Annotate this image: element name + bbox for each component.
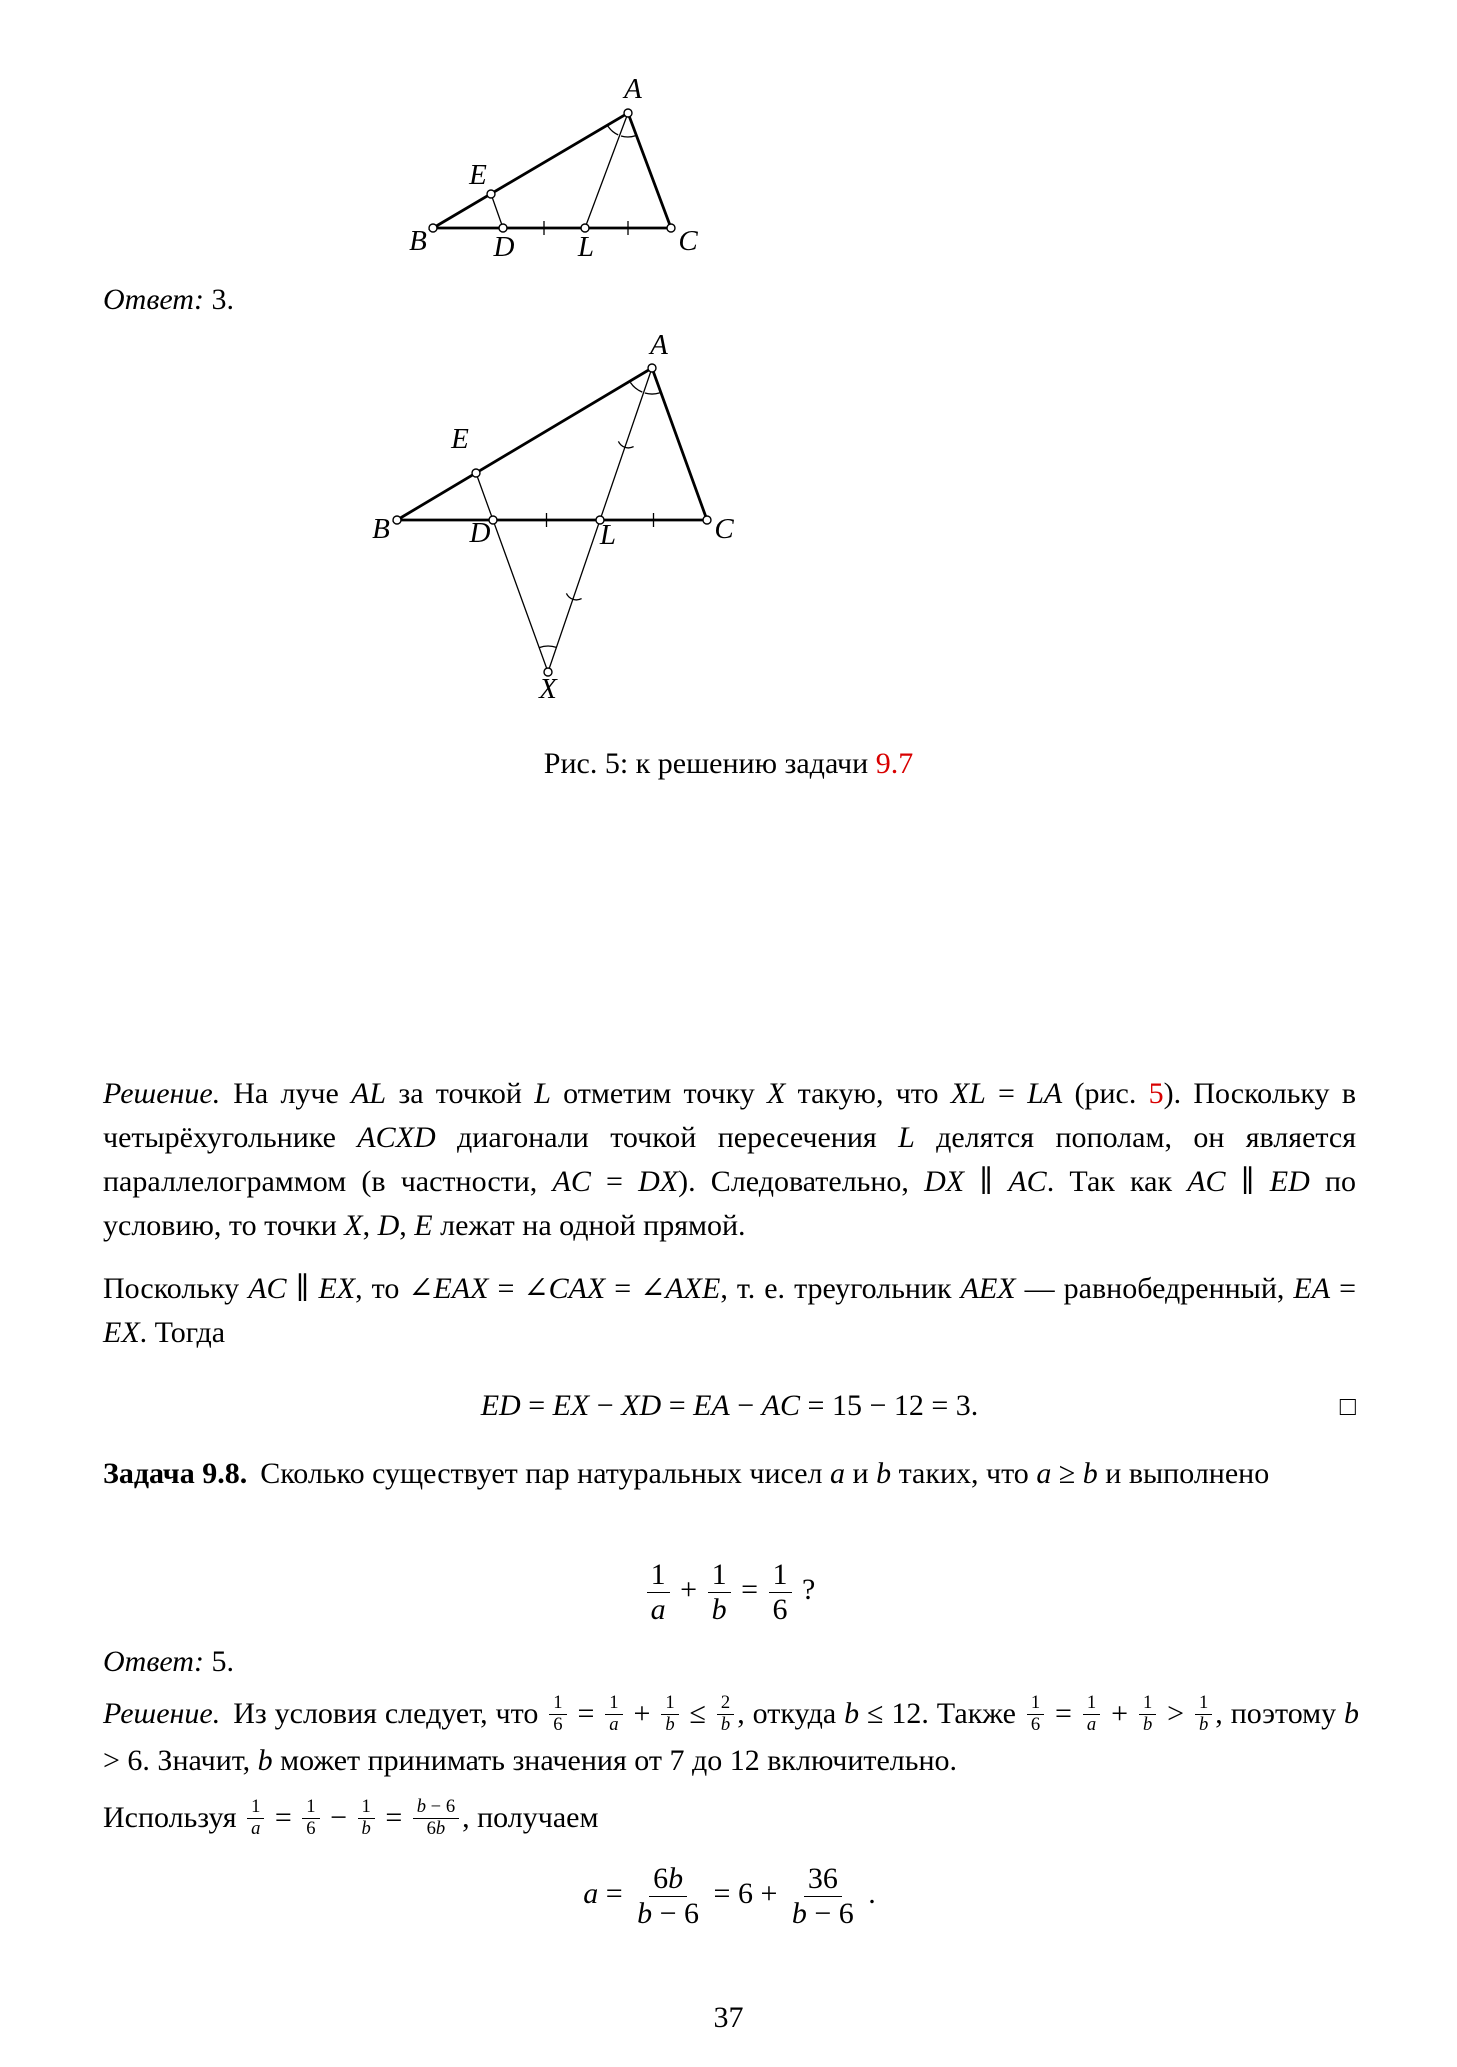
- answer-label: Ответ:: [103, 283, 204, 316]
- solution-9-8-paragraph-2: [103, 1794, 1359, 1841]
- point-markers: [429, 109, 675, 232]
- figure-triangle-with-X: [350, 330, 750, 720]
- equation-unit-fractions: [103, 1548, 1356, 1632]
- answer-value: 3.: [211, 283, 234, 316]
- label-B: B: [409, 225, 427, 257]
- equation-ed: [103, 1384, 1356, 1428]
- solution-9-7-text-1: На луче AL за точкой L отметим точку X такую, что XL = LA (рис. 5). Поскольку в четырёхугольнике ACXD диагонали точкой пересечения L делятся пополам, он является параллелограммом (в частности, AC = DX). Следовательно, DX ∥ AC. Так как AC ∥ ED по условию, то точки X, D, E лежат на одной прямой.: [103, 1077, 1357, 1242]
- label-A: A: [650, 329, 668, 361]
- point-labels: [372, 329, 734, 705]
- page-number: [0, 1996, 1457, 2040]
- answer-value: 5.: [211, 1645, 234, 1678]
- solution-label: Решение.: [103, 1077, 221, 1110]
- problem-label: Задача 9.8.: [103, 1457, 248, 1490]
- label-X: X: [539, 673, 557, 705]
- reference-link[interactable]: 9.7: [875, 747, 914, 780]
- label-E: E: [451, 423, 469, 455]
- solution-9-7-paragraph-1: [103, 1072, 1356, 1248]
- solution-9-8-text-2: Используя $\frac{1}{a}$ = $\frac{1}{6}$ − $\frac{1}{b}$ = $\frac{b - 6}{6b}$ , получаем: [103, 1795, 599, 1839]
- solution-9-8-text-1: Из условия следует, что $\frac{1}{6}$ = $\frac{1}{a}$ + $\frac{1}{b}$ ≤ $\frac{2}{b}$ , откуда b ≤ 12. Также $\frac{1}{6}$ = $\frac{1}{a}$ + $\frac{1}{b}$ > $\frac{1}{b}$ , поэтому b > 6. Значит, b может принимать значения от 7 до 12 включительно.: [103, 1691, 1360, 1778]
- answer-9-7: [103, 283, 234, 317]
- label-B: B: [372, 513, 390, 545]
- label-L: L: [577, 231, 595, 263]
- reference-link[interactable]: 5: [1148, 1077, 1164, 1110]
- equation-unit-fractions-text: $\frac{1}{a}$ + $\frac{1}{b}$ = $\frac{1}{6}$ ?: [644, 1573, 816, 1606]
- equation-a-value: [103, 1852, 1356, 1936]
- solution-9-7-text-2: Поскольку AC ∥ EX, то ∠EAX = ∠CAX = ∠AXE, т. е. треугольник AEX — равнобедренный, EA = EX. Тогда: [103, 1272, 1356, 1349]
- label-D: D: [469, 517, 491, 549]
- label-C: C: [714, 513, 734, 545]
- answer-9-8: [103, 1645, 234, 1679]
- equation-a-value-text: a = $\frac{6b}{b - 6}$ = 6 + $\frac{36}{b - 6}$ .: [583, 1862, 876, 1930]
- problem-9-8: [103, 1452, 1356, 1496]
- caption-text: Рис. 5: к решению задачи 9.7: [543, 747, 914, 780]
- label-C: C: [678, 225, 698, 257]
- label-D: D: [493, 231, 515, 263]
- point-labels: [409, 73, 698, 263]
- page-number-text: 37: [713, 2001, 744, 2034]
- qed-box: □: [1339, 1391, 1356, 1421]
- problem-9-8-text: Сколько существует пар натуральных чисел a и b таких, что a ≥ b и выполнено: [260, 1457, 1270, 1490]
- answer-label: Ответ:: [103, 1645, 204, 1678]
- label-L: L: [599, 519, 617, 551]
- figure-triangle-small: [380, 60, 720, 270]
- figure-caption: [0, 742, 1457, 786]
- equation-ed-text: ED = EX − XD = EA − AC = 15 − 12 = 3.: [480, 1389, 979, 1422]
- angle-arc-at-X: [539, 646, 556, 648]
- triangle-edges: [397, 368, 707, 520]
- label-E: E: [469, 159, 487, 191]
- solution-9-7-paragraph-2: [103, 1267, 1356, 1355]
- solution-9-8-paragraph-1: [103, 1690, 1359, 1784]
- construction-lines: [491, 113, 628, 228]
- solution-label: Решение.: [103, 1697, 221, 1730]
- label-A: A: [624, 73, 642, 105]
